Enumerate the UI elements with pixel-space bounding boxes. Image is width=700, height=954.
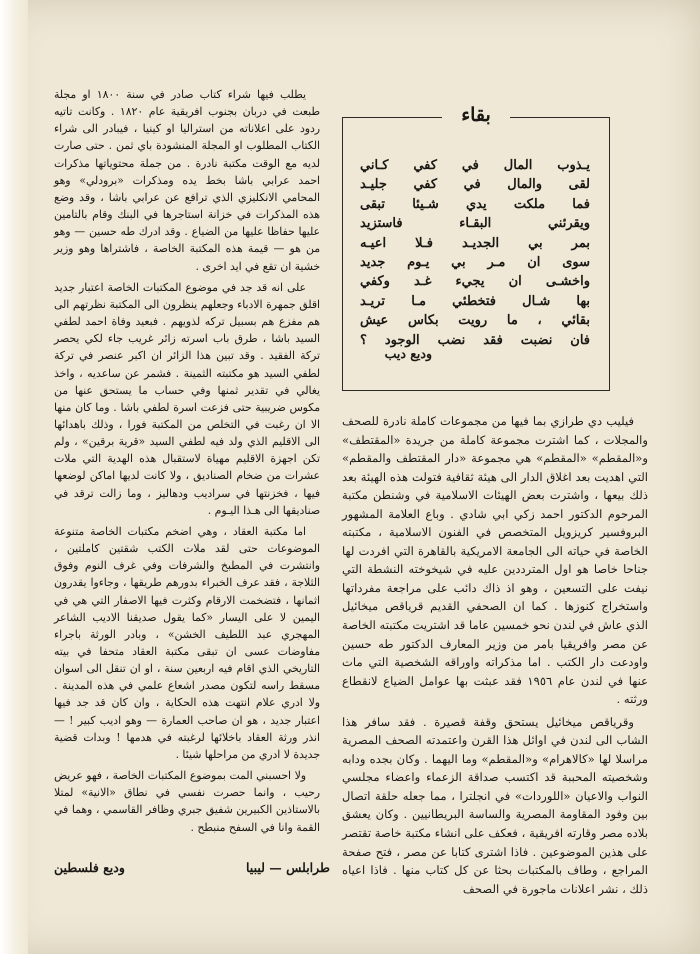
body-paragraph: فيليب دي طرازي بما فيها من مجموعات كاملة نادرة للصحف والمجلات ، كما اشترت مجموعة كاملة من جريدة «المقتطف» و«المقطم» «المقطم» هي مجموعة «دار المقتطف والمقطم» التي اهديت بعد اغلاق الدار الى هيئة ثقافية فتولت هذه الهيئة بعد ذلك بيعها ، واشترت بعض الهيئات الاسلامية في وشنطن مكتبة المرحوم الدكتور احمد زكي ابي شادي . وباع العلامة المشهور البروفسير كريزويل المتخصص في الفنون الاسلامية ، مكتبته الخاصة في حياته الى الجامعة الامريكية بالقاهرة التي افردت لها جناحا خاصا هو اول المترددين عليه في شيخوخته النشطة التي نيفت على التسعين ، وهو اذ ذاك دائب على مراجعة مفرداتها واستخراج كنوزها . كما ان الصحفي القديم قرياقص ميخائيل الذي عاش في لندن نحو خمسين عاما قد اشتريت مكتبته الخاصة عن مصر وافريقيا بامر من وزير المعارف الدكتور طه حسين واودعت دار الكتب . اما مذكراته واوراقه الشخصية التي مات عنها في لندن عام ١٩٥٦ فقد عبثت بها عوامل الضياع لانقطاع ورثته .	[342, 414, 649, 707]
poem-verse: لقى والمال في كفي جليـد	[360, 177, 590, 193]
signature-city: طرابلس — ليبيا	[245, 860, 330, 875]
body-paragraph: اما مكتبة العقاد ، وهي اضخم مكتبات الخاصة متنوعة الموضوعات حتى لقد ملات الكتب شقتين كاملتين ، وانتشرت في المطبخ والشرفات وفي غرف النوم وفوق الثلاجة ، فقد عرف الخبراء بدورهم طريقها ، وجاءوا يقدرون اثمانها ، فتضخمت الارقام وكثرت فيها الاصفار التي هي في اليمين لا على اليسار «كما يقول صديقنا الاديب الشاعر المهجري عبد اللطيف الخشن» ، وبادر الورثة باجراء مفاوضات عسى ان تبقى مكتبة العقاد متحفا في بيته التاريخي الذي اقام فيه اربعين سنة ، او ان تنقل الى اسوان مسقط راسه لتكون مصدر اشعاع علمي في هذه المدينة . ولا ادري علام انتهت هذه الحكاية ، وان كان قد جد فيها اعتبار جديد ، هو ان صاحب العمارة — وهو اديب كبير ! — انذر ورثة العقاد باخلائها لرغبته في هدمها ! وبدات قضية جديدة لا ادري من مراحلها شيئا .	[54, 524, 320, 761]
poem-verse: فان نضبت فقد نضب الوجود ؟	[360, 332, 590, 348]
poem-verse: ويقرئني البقـاء فاستزيد	[360, 216, 590, 232]
poem-verse: واخشـى ان يجيء غـد وكفي	[360, 274, 590, 290]
left-text-column	[54, 86, 320, 840]
poem-verse: بمر بي الجديـد فـلا اعيـه	[360, 235, 590, 251]
body-paragraph: ولا احسبني المت بموضوع المكتبات الخاصة ، فهو عريض رحيب ، وانما حصرت نفسي في نطاق «الانية» لمتلا بالاستاذين الكبيرين شفيق جبري وظافر القاسمي ، وهما في القمة وانا في السفح منبطح .	[54, 769, 320, 834]
poem-verse: يـذوب المال في كفي كـاني	[360, 158, 590, 173]
poem-author: وديع ديب	[384, 346, 432, 361]
poem-verse: سوى ان مـر بي يـوم جديد	[360, 254, 590, 270]
poem-verse: فما ملكت يدي شـيئا تبقى	[360, 196, 590, 212]
right-text-column	[342, 412, 648, 902]
poem-verse: بها شـال فتخطئي مـا تريـد	[360, 293, 590, 309]
body-paragraph: على انه قد جد في موضوع المكتبات الخاصة اعتبار جديد اقلق جمهرة الادباء وجعلهم ينظرون الى المكتبة نظرتهم الى هم مفزع هم بسبيل تركه لذويهم . فبعيد وفاة احمد لطفي السيد باشا ، طرق باب اسرته زائر غريب جاء لكي يحصر تركة الفقيد . وقد تبين هذا الزائر ان اكبر عنصر في تركة لطفي السيد هو مكتبته الثمينة . فشمر عن ساعديه ، واخذ يغالي في تقدير ثمنها وفي حساب ما يستحق عنها من مكوس ضريبية حتى فزعت اسرة لطفي باشا . وما كان منها الا ان رغبت في التخلص من المكتبة فورا ، وذلك باهدائها الى الاقليم الذي ولد فيه لطفي السيد «قرية برقين» ، ولم تكن اجهزة الاقليم مهياة لاستقبال هذه الهدية التي ملات عشرات من ضخام الصناديق ، ولا كانت لديها اماكن لوضعها فيها ، فخزنتها في سراديب ودهاليز ، وما زالت ترقد في صناديقها الى هـذا اليـوم .	[54, 280, 320, 517]
signature-name: وديع فلسطين	[54, 860, 125, 875]
body-paragraph: يطلب فيها شراء كتاب صادر في سنة ١٨٠٠ او مجلة طبعت في دربان بجنوب افريقية عام ١٨٢٠ . وكانت تاتيه ردود على اعلاناته من استراليا او كينيا ، فيبادر الى شراء الكتاب المطلوب او المجلة المنشودة باي ثمن . حتى صارت لديه مع الوقت مكتبة نادرة . من جملة محتوياتها مذكرات احمد عرابي باشا بخط يده ومذكرات «برودلي» وهو المحامي الانكليزي الذي ترافع عن عرابي باشا ، وقد وضع هذه المذكرات في خزانة استاجرها في البنك وقام بالتامين عليها حفاظا عليها من الضياع . وقد ادرك طه حسين — وهو من هو — قيمة هذه المكتبة الخاصة ، فاشتراها وهو وزير خشية ان تقع في ايد اخرى .	[54, 88, 320, 273]
poem-verses	[360, 156, 590, 350]
poem-title: بقاء	[442, 99, 510, 131]
page-edge	[0, 0, 28, 954]
poem-verse: بقائي ، ما رويت بكاس عيش	[360, 313, 590, 329]
body-paragraph: وقرياقص ميخائيل يستحق وقفة قصيرة . فقد سافر هذا الشاب الى لندن في اوائل هذا القرن واعتمدته الصحف المصرية مراسلا لها «كالاهرام» و«المقطم» وما اليهما . وكان بجده ودابه وشخصيته المحببة قد اكتسب صداقة الزعماء واعضاء مجلسي النواب والاعيان «اللوردات» في انجلترا ، مما جعله حلقة اتصال بين وفود المقاومة المصرية والساسة البريطانيين . وكان يعشق بلاده مصر وقارته افريقية ، فعكف على انشاء مكتبة خاصة تقتصر على هذين الموضوعين . فاذا اشترى كتابا عن مصر ، فتح صفحة المراجع ، وطاف بالمكتبات بحثا عن كل كتاب منها . فاذا اعياه ذلك ، نشر اعلانات ماجورة في الصحف	[342, 714, 648, 896]
